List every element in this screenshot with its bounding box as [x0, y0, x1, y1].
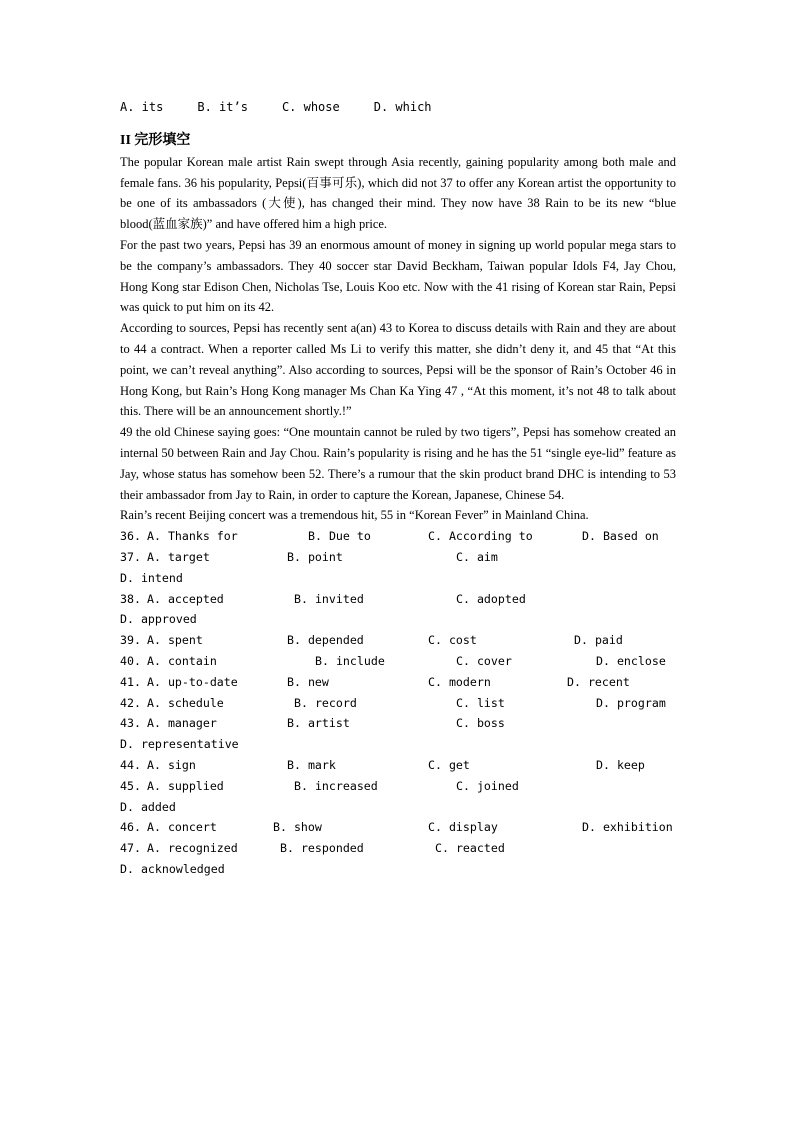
question-row — [120, 526, 676, 547]
answer-option[interactable]: C. list — [456, 695, 505, 710]
answer-option[interactable]: A. target — [147, 549, 210, 564]
answer-option[interactable]: C. modern — [428, 674, 491, 689]
question-row — [120, 547, 676, 589]
answer-option[interactable]: D. recent — [567, 674, 630, 689]
passage-paragraph-4: 49 the old Chinese saying goes: “One mountain cannot be ruled by two tigers”, Pepsi has somehow created an internal 50 between Rain and Jay Chou. Rain’s popularity is rising and he has the 51 “single eye-lid” feature as Jay, whose status has somehow been 52. There’s a rumour that the skin product brand DHC is intending to 53 their ambassador from Jay to Rain, in order to capture the Korean, Japanese, Chinese 54. — [120, 425, 676, 502]
answer-option[interactable]: A. accepted — [147, 591, 224, 606]
answer-option[interactable]: D. acknowledged — [120, 861, 225, 876]
question-list — [120, 526, 676, 880]
question-row — [120, 755, 676, 776]
option-a: A. its — [120, 100, 164, 114]
question-number: 41. — [120, 674, 141, 689]
answer-option[interactable]: A. Thanks for — [147, 529, 238, 544]
answer-option[interactable]: A. supplied — [147, 778, 224, 793]
answer-option[interactable]: C. cover — [456, 653, 512, 668]
passage-paragraph-5: Rain’s recent Beijing concert was a tremendous hit, 55 in “Korean Fever” in Mainland China. — [120, 508, 589, 523]
question-number: 36. — [120, 529, 141, 544]
question-row — [120, 651, 676, 672]
question-number: 40. — [120, 653, 141, 668]
previous-question-options — [120, 97, 676, 118]
answer-option[interactable]: D. added — [120, 799, 176, 814]
answer-option[interactable]: D. representative — [120, 737, 239, 752]
option-b: B. it’s — [197, 100, 248, 114]
answer-option[interactable]: B. artist — [287, 716, 350, 731]
answer-option[interactable]: A. up-to-date — [147, 674, 238, 689]
answer-option[interactable]: C. adopted — [456, 591, 526, 606]
answer-option[interactable]: B. include — [315, 653, 385, 668]
question-row — [120, 693, 676, 714]
question-number: 42. — [120, 695, 141, 710]
question-number: 39. — [120, 633, 141, 648]
answer-option[interactable]: C. get — [428, 757, 470, 772]
answer-option[interactable]: A. manager — [147, 716, 217, 731]
answer-option[interactable]: D. exhibition — [582, 820, 673, 835]
answer-option[interactable]: A. spent — [147, 633, 203, 648]
answer-option[interactable]: B. Due to — [308, 529, 371, 544]
answer-option[interactable]: D. Based on — [582, 529, 659, 544]
question-number: 44. — [120, 757, 141, 772]
answer-option[interactable]: C. boss — [456, 716, 505, 731]
answer-option[interactable]: B. show — [273, 820, 322, 835]
answer-option[interactable]: B. mark — [287, 757, 336, 772]
answer-option[interactable]: C. aim — [456, 549, 498, 564]
question-row — [120, 838, 676, 880]
answer-option[interactable]: C. display — [428, 820, 498, 835]
question-row — [120, 817, 676, 838]
answer-option[interactable]: A. concert — [147, 820, 217, 835]
option-d: D. which — [373, 100, 432, 114]
answer-option[interactable]: C. cost — [428, 633, 477, 648]
answer-option[interactable]: B. new — [287, 674, 329, 689]
question-number: 43. — [120, 716, 141, 731]
question-number: 47. — [120, 841, 141, 856]
answer-option[interactable]: A. schedule — [147, 695, 224, 710]
cloze-passage — [120, 152, 676, 526]
question-row — [120, 776, 676, 818]
question-number: 37. — [120, 549, 141, 564]
answer-option[interactable]: D. program — [596, 695, 666, 710]
answer-option[interactable]: D. intend — [120, 570, 183, 585]
answer-option[interactable]: A. sign — [147, 757, 196, 772]
answer-option[interactable]: B. responded — [280, 841, 364, 856]
question-row — [120, 713, 676, 755]
answer-option[interactable]: C. According to — [428, 529, 533, 544]
section-title: II 完形填空 — [120, 132, 191, 148]
answer-option[interactable]: B. point — [287, 549, 343, 564]
answer-option[interactable]: D. paid — [574, 633, 623, 648]
question-row — [120, 672, 676, 693]
answer-option[interactable]: C. reacted — [435, 841, 505, 856]
answer-option[interactable]: D. keep — [596, 757, 645, 772]
question-row — [120, 630, 676, 651]
answer-option[interactable]: D. approved — [120, 612, 197, 627]
answer-option[interactable]: A. recognized — [147, 841, 238, 856]
answer-option[interactable]: C. joined — [456, 778, 519, 793]
passage-paragraph-2: For the past two years, Pepsi has 39 an enormous amount of money in signing up world popular mega stars to be the company’s ambassadors. They 40 soccer star David Beckham, Taiwan popular Idols F4, Jay Chou, Hong Kong star Edison Chen, Nicholas Tse, Louis Koo etc. Now with the 41 rising of Korean star Rain, Pepsi was quick to put him on its 42. — [120, 237, 676, 315]
question-row — [120, 589, 676, 631]
option-c: C. whose — [281, 100, 340, 114]
answer-option[interactable]: A. contain — [147, 653, 217, 668]
answer-option[interactable]: B. depended — [287, 633, 364, 648]
passage-paragraph-3: According to sources, Pepsi has recently sent a(an) 43 to Korea to discuss details with Rain and they are about to 44 a contract. When a reporter called Ms Li to verify this matter, she didn’t deny it, and 45 that “At this point, we can’t reveal anything”. Also according to sources, Pepsi will be the sponsor of Rain’s October 46 in Hong Kong, but Rain’s Hong Kong manager Ms Chan Ka Ying 47 , “At this moment, it’s not 48 to talk about this. There will be an announcement shortly.!” — [120, 321, 676, 419]
answer-option[interactable]: B. increased — [294, 778, 378, 793]
question-number: 46. — [120, 820, 141, 835]
question-number: 45. — [120, 778, 141, 793]
answer-option[interactable]: D. enclose — [596, 653, 666, 668]
document-page — [120, 97, 676, 880]
question-number: 38. — [120, 591, 141, 606]
passage-paragraph-1: The popular Korean male artist Rain swept through Asia recently, gaining popularity among both male and female fans. 36 his popularity, Pepsi(百事可乐), which did not 37 to offer any Korean artist the opportunity to be one of its ambassadors (大使), has changed their mind. They now have 38 Rain to be its new “blue blood(蓝血家族)” and have offered him a high price. — [120, 154, 676, 232]
answer-option[interactable]: B. invited — [294, 591, 364, 606]
answer-option[interactable]: B. record — [294, 695, 357, 710]
